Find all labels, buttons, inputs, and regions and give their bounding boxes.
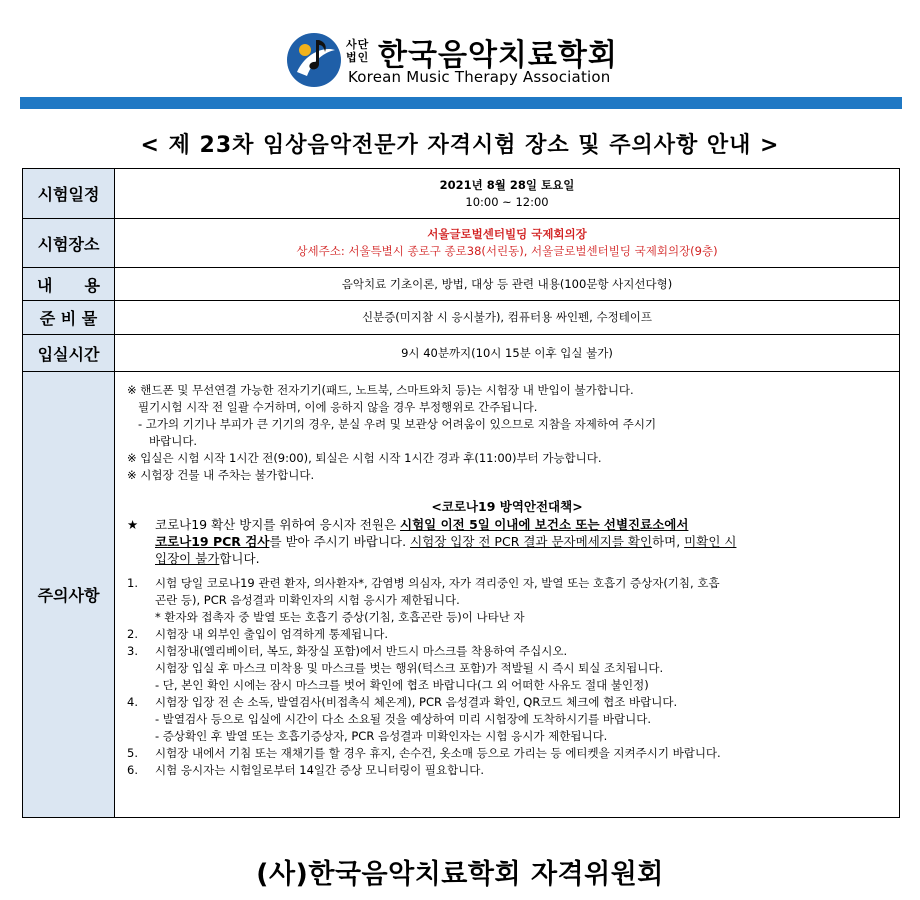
item-text: 시험장내(엘리베이터, 복도, 화장실 포함)에서 반드시 마스크를 착용하여 주십시오. [155,644,568,658]
general-note-1: ※ 핸드폰 및 무선연결 가능한 전자기기(패드, 노트북, 스마트와치 등)는 시험장 내 반입이 불가합니다. [127,383,634,397]
numbered-item-2 [127,626,887,643]
row-notes [23,372,900,818]
schedule-time: 10:00 ~ 12:00 [465,194,549,209]
venue-value [115,219,900,268]
item-text: 시험장 내 외부인 출입이 엄격하게 통제됩니다. [155,627,389,641]
spacer [127,567,887,575]
numbered-item-4 [127,694,887,711]
item-number: 2. [127,627,138,641]
item-continuation: 곤란 등), PCR 음성결과 미확인자의 시험 응시가 제한됩니다. [155,593,460,607]
general-note-4: 바랍니다. [149,434,198,448]
row-venue [23,219,900,268]
row-supplies [23,301,900,335]
schedule-value [115,169,900,219]
schedule-label: 시험일정 [23,169,115,219]
page-title: < 제 23차 임상음악전문가 자격시험 장소 및 주의사항 안내 > [140,133,780,158]
notes-label: 주의사항 [23,372,115,818]
org-name-en: Korean Music Therapy Association [348,68,611,86]
supplies-value: 신분증(미지참 시 응시불가), 컴퓨터용 싸인펜, 수정테이프 [115,301,900,335]
content-label: 내 용 [23,268,115,301]
item-number: 4. [127,695,138,709]
header-divider-bar [20,97,902,109]
item-text: 시험장 입장 전 손 소독, 발열검사(비접촉식 체온계), PCR 음성결과 확인, QR코드 체크에 협조 바랍니다. [155,695,678,709]
star-icon: ★ [127,517,139,532]
notes-value [115,372,900,818]
row-content [23,268,900,301]
covid-star-notice [127,516,887,567]
item-continuation: 시험장 입실 후 마스크 미착용 및 마스크를 벗는 행위(턱스크 포함)가 적발될 시 즉시 퇴실 조치됩니다. [155,661,664,675]
item-number: 3. [127,644,138,658]
logo-small-line1: 사단 [346,38,370,51]
content-value: 음악치료 기초이론, 방법, 대상 등 관련 내용(100문항 사지선다형) [115,268,900,301]
star-text-f: 하며, [652,534,685,549]
venue-name: 서울글로벌센터빌딩 국제회의장 [427,227,587,241]
header [0,0,920,100]
star-text-i: 합니다. [219,551,260,566]
item-continuation: - 단, 본인 확인 시에는 잠시 마스크를 벗어 확인에 협조 바랍니다(그 외 어떠한 사유도 절대 불인정) [155,678,649,692]
item-number: 5. [127,746,138,760]
exam-info-table [22,168,900,818]
venue-label: 시험장소 [23,219,115,268]
star-text-a: 코로나19 확산 방지를 위하여 응시자 전원은 [155,517,401,532]
footer-committee: (사)한국음악치료학회 자격위원회 [256,859,664,890]
star-text-h: 입장이 불가 [155,551,220,566]
logo-small-line2: 법인 [346,51,370,64]
general-note-5: ※ 입실은 시험 시작 1시간 전(9:00), 퇴실은 시험 시작 1시간 경과 후(11:00)부터 가능합니다. [127,451,602,465]
item-text: 시험 응시자는 시험일로부터 14일간 증상 모니터링이 필요합니다. [155,763,485,777]
row-entry [23,335,900,372]
entry-value: 9시 40분까지(10시 15분 이후 입실 불가) [115,335,900,372]
star-text-b: 시험일 이전 5일 이내에 보건소 또는 선별진료소에서 [400,517,689,532]
star-text-g: 미확인 시 [684,534,737,549]
numbered-item-6 [127,762,887,779]
general-note-2: 필기시험 시작 전 일괄 수거하며, 이에 응하지 않을 경우 부정행위로 간주됩니다. [138,400,538,414]
item-continuation: * 환자와 접촉자 중 발열 또는 호흡기 증상(기침, 호흡곤란 등)이 나타난 자 [155,610,525,624]
general-note-6: ※ 시험장 건물 내 주차는 불가합니다. [127,468,315,482]
org-name-kr: 한국음악치료학회 [378,38,618,73]
star-text-d: 를 받아 주시기 바랍니다. [269,534,411,549]
star-text-c: 코로나19 PCR 검사 [155,534,270,549]
row-schedule [23,169,900,219]
covid-section-title: <코로나19 방역안전대책> [431,499,583,514]
music-note-logo-icon [283,28,345,90]
numbered-item-1 [127,575,887,592]
item-number: 1. [127,576,138,590]
numbered-item-5 [127,745,887,762]
star-notice-text [155,516,736,567]
item-number: 6. [127,763,138,777]
item-continuation: - 발열검사 등으로 입실에 시간이 다소 소요될 것을 예상하여 미리 시험장에 도착하시기를 바랍니다. [155,712,652,726]
supplies-label: 준 비 물 [23,301,115,335]
item-continuation: - 증상확인 후 발열 또는 호흡기증상자, PCR 음성결과 미확인자는 시험 응시가 제한됩니다. [155,729,608,743]
venue-address: 상세주소: 서울특별시 종로구 종로38(서린동), 서울글로벌센터빌딩 국제회의장(9층) [296,244,718,258]
spacer [127,484,887,498]
item-text: 시험 당일 코로나19 관련 환자, 의사환자*, 감염병 의심자, 자가 격리중인 자, 발열 또는 호흡기 증상자(기침, 호흡 [155,576,720,590]
entry-label: 입실시간 [23,335,115,372]
logo-corporate-label [346,38,369,64]
numbered-item-3 [127,643,887,660]
item-text: 시험장 내에서 기침 또는 재채기를 할 경우 휴지, 손수건, 옷소매 등으로 가리는 등 에티켓을 지켜주시기 바랍니다. [155,746,721,760]
schedule-date: 2021년 8월 28일 토요일 [439,177,575,192]
general-note-3: - 고가의 기기나 부피가 큰 기기의 경우, 분실 우려 및 보관상 어려움이 있으므로 지참을 자제하여 주시기 [138,417,657,431]
star-text-e: 시험장 입장 전 PCR 결과 문자메세지를 확인 [410,534,653,549]
